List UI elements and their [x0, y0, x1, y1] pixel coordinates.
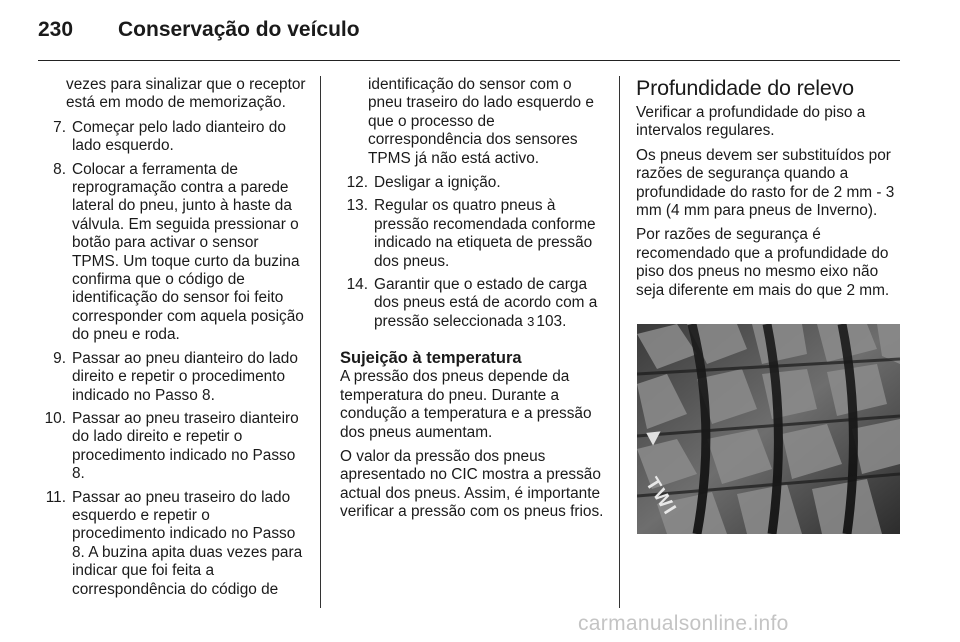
step-text-with-reference	[368, 276, 606, 331]
step-number: 10.	[44, 409, 66, 427]
list-item	[38, 119, 306, 156]
column-divider-1	[320, 76, 321, 608]
step-list	[340, 174, 606, 331]
step-text: Colocar a ferramenta de reprogramação contra a parede lateral do pneu, junto à haste da válvula. Em seguida pressionar o botão para activar o sensor TPMS. Um toque curto da buzina confirma que o código de identificação do sensor foi feito corresponder com aquela posição do pneu e roda.	[72, 160, 304, 344]
page-title: Conservação do veículo	[118, 18, 360, 41]
step-number: 9.	[53, 349, 66, 367]
page-reference-arrow-icon: 3	[527, 313, 535, 329]
step-number: 11.	[45, 488, 66, 506]
column-3	[636, 76, 904, 306]
step-list	[38, 119, 306, 599]
paragraph: O valor da pressão dos pneus apresentado no CIC mostra a pressão actual dos pneus. Assim, é importante verificar a pressão com os pneus frios.	[340, 447, 604, 521]
step-number: 14.	[346, 276, 368, 294]
header-rule	[38, 60, 900, 61]
tire-tread-image	[637, 324, 900, 534]
list-item	[340, 197, 606, 271]
list-item	[38, 350, 306, 405]
list-item	[38, 161, 306, 345]
section-title-tread-depth: Profundidade do relevo	[636, 76, 854, 100]
continuation-text: vezes para sinalizar que o receptor está em modo de memorização.	[66, 76, 306, 112]
watermark: carmanualsonline.info	[578, 612, 789, 635]
page-reference[interactable]: 103.	[536, 312, 567, 330]
step-text: Começar pelo lado dianteiro do lado esquerdo.	[72, 118, 286, 155]
list-item	[38, 410, 306, 484]
step-text: Desligar a ignição.	[374, 174, 501, 192]
figure-label-twi: TWI	[641, 474, 681, 520]
list-item	[38, 489, 306, 599]
paragraph: Verificar a profundidade do piso a intervalos regulares.	[636, 104, 866, 140]
step-text: Regular os quatro pneus à pressão recomendada conforme indicado na etiqueta de pressão dos pneus.	[374, 197, 596, 270]
step-number: 7.	[53, 118, 66, 136]
section-title-temperature: Sujeição à temperatura	[340, 349, 522, 368]
list-item	[340, 174, 606, 192]
step-number: 12.	[346, 174, 368, 192]
step-text: Passar ao pneu traseiro do lado esquerdo e repetir o procedimento indicado no Passo 8. A buzina apita duas vezes para indicar que foi feita a correspondência do código de	[72, 488, 303, 598]
column-divider-2	[619, 76, 620, 608]
column-1	[38, 76, 306, 599]
paragraph: A pressão dos pneus depende da temperatura do pneu. Durante a condução a temperatura e a pressão dos pneus aumentam.	[340, 368, 592, 441]
step-text: Passar ao pneu dianteiro do lado direito e repetir o procedimento indicado no Passo 8.	[72, 349, 298, 404]
paragraph: Por razões de segurança é recomendado que a profundidade do piso dos pneus no mesmo eixo não seja diferente em mais do que 2 mm.	[636, 226, 890, 299]
page-number: 230	[38, 18, 74, 41]
step-text: Garantir que o estado de carga dos pneus está de acordo com a pressão seleccionada	[374, 276, 598, 330]
column-2	[340, 76, 606, 528]
step-number: 13.	[346, 197, 368, 215]
list-item	[340, 276, 606, 331]
paragraph: Os pneus devem ser substituídos por razões de segurança quando a profundidade do rasto for de 2 mm - 3 mm (4 mm para pneus de Inverno).	[636, 146, 895, 220]
step-text: Passar ao pneu traseiro dianteiro do lado direito e repetir o procedimento indicado no Passo 8.	[72, 409, 299, 483]
step-number: 8.	[53, 160, 66, 178]
continuation-text: identificação do sensor com o pneu traseiro do lado esquerdo e que o processo de correspondência dos sensores TPMS já não está activo.	[368, 76, 594, 167]
